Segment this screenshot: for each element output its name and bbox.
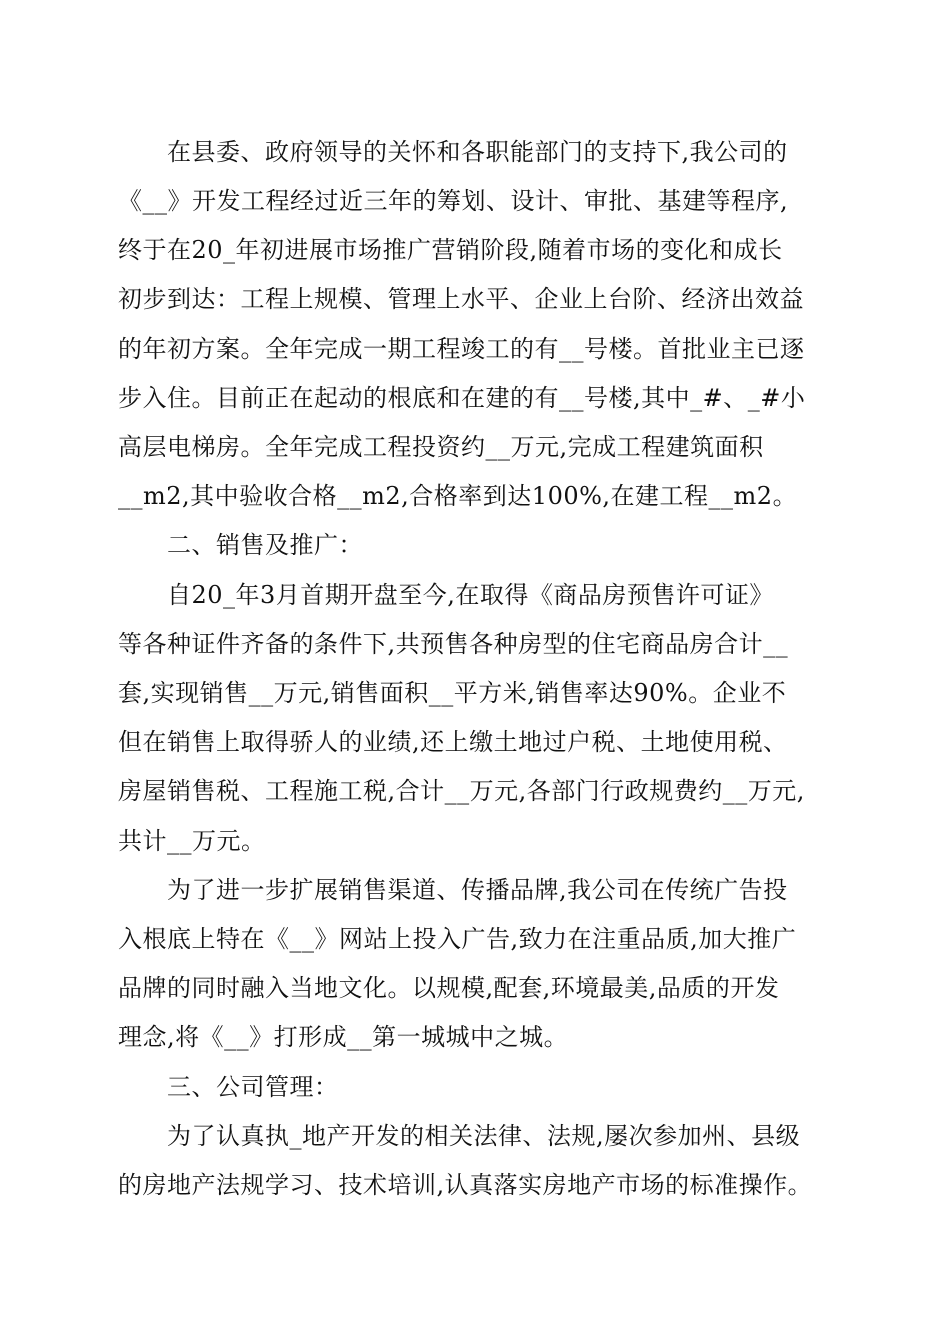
text-line: 房屋销售税、工程施工税,合计__万元,各部门行政规费约__万元, [118,777,805,805]
text-line: 为了认真执_地产开发的相关法律、法规,屡次参加州、县级 [118,1122,801,1150]
text-line: 自20_年3月首期开盘至今,在取得《商品房预售许可证》 [118,581,774,609]
text-line: 入根底上特在《__》网站上投入广告,致力在注重品质,加大推广 [118,925,797,953]
text-line: 终于在20_年初进展市场推广营销阶段,随着市场的变化和成长 [118,236,783,264]
text-line: 为了进一步扩展销售渠道、传播品牌,我公司在传统广告投 [118,876,788,904]
section-heading: 三、公司管理： [118,1073,339,1101]
section-heading: 二、销售及推广： [118,531,363,559]
text-line: 的年初方案。全年完成一期工程竣工的有__号楼。首批业主已逐 [118,335,805,363]
text-line: __m2,其中验收合格__m2,合格率到达100%,在建工程__m2。 [118,482,798,510]
text-line: 初步到达：工程上规模、管理上水平、企业上台阶、经济出效益 [118,285,804,313]
text-line: 套,实现销售__万元,销售面积__平方米,销售率达90%。企业不 [118,679,787,707]
text-line: 品牌的同时融入当地文化。以规模,配套,环境最美,品质的开发 [118,974,780,1002]
text-line: 的房地产法规学习、技术培训,认真落实房地产市场的标准操作。 [118,1171,813,1199]
text-line: 理念,将《__》打形成__第一城城中之城。 [118,1023,569,1051]
text-line: 《__》开发工程经过近三年的筹划、设计、审批、基建等程序, [118,187,789,215]
text-line: 在县委、政府领导的关怀和各职能部门的支持下,我公司的 [118,138,788,166]
text-line: 步入住。目前正在起动的根底和在建的有__号楼,其中_#、_#小 [118,384,806,412]
text-line: 等各种证件齐备的条件下,共预售各种房型的住宅商品房合计__ [118,630,789,658]
text-line: 但在销售上取得骄人的业绩,还上缴土地过户税、土地使用税、 [118,728,788,756]
text-line: 高层电梯房。全年完成工程投资约__万元,完成工程建筑面积 [118,433,764,461]
text-line: 共计__万元。 [118,827,266,855]
